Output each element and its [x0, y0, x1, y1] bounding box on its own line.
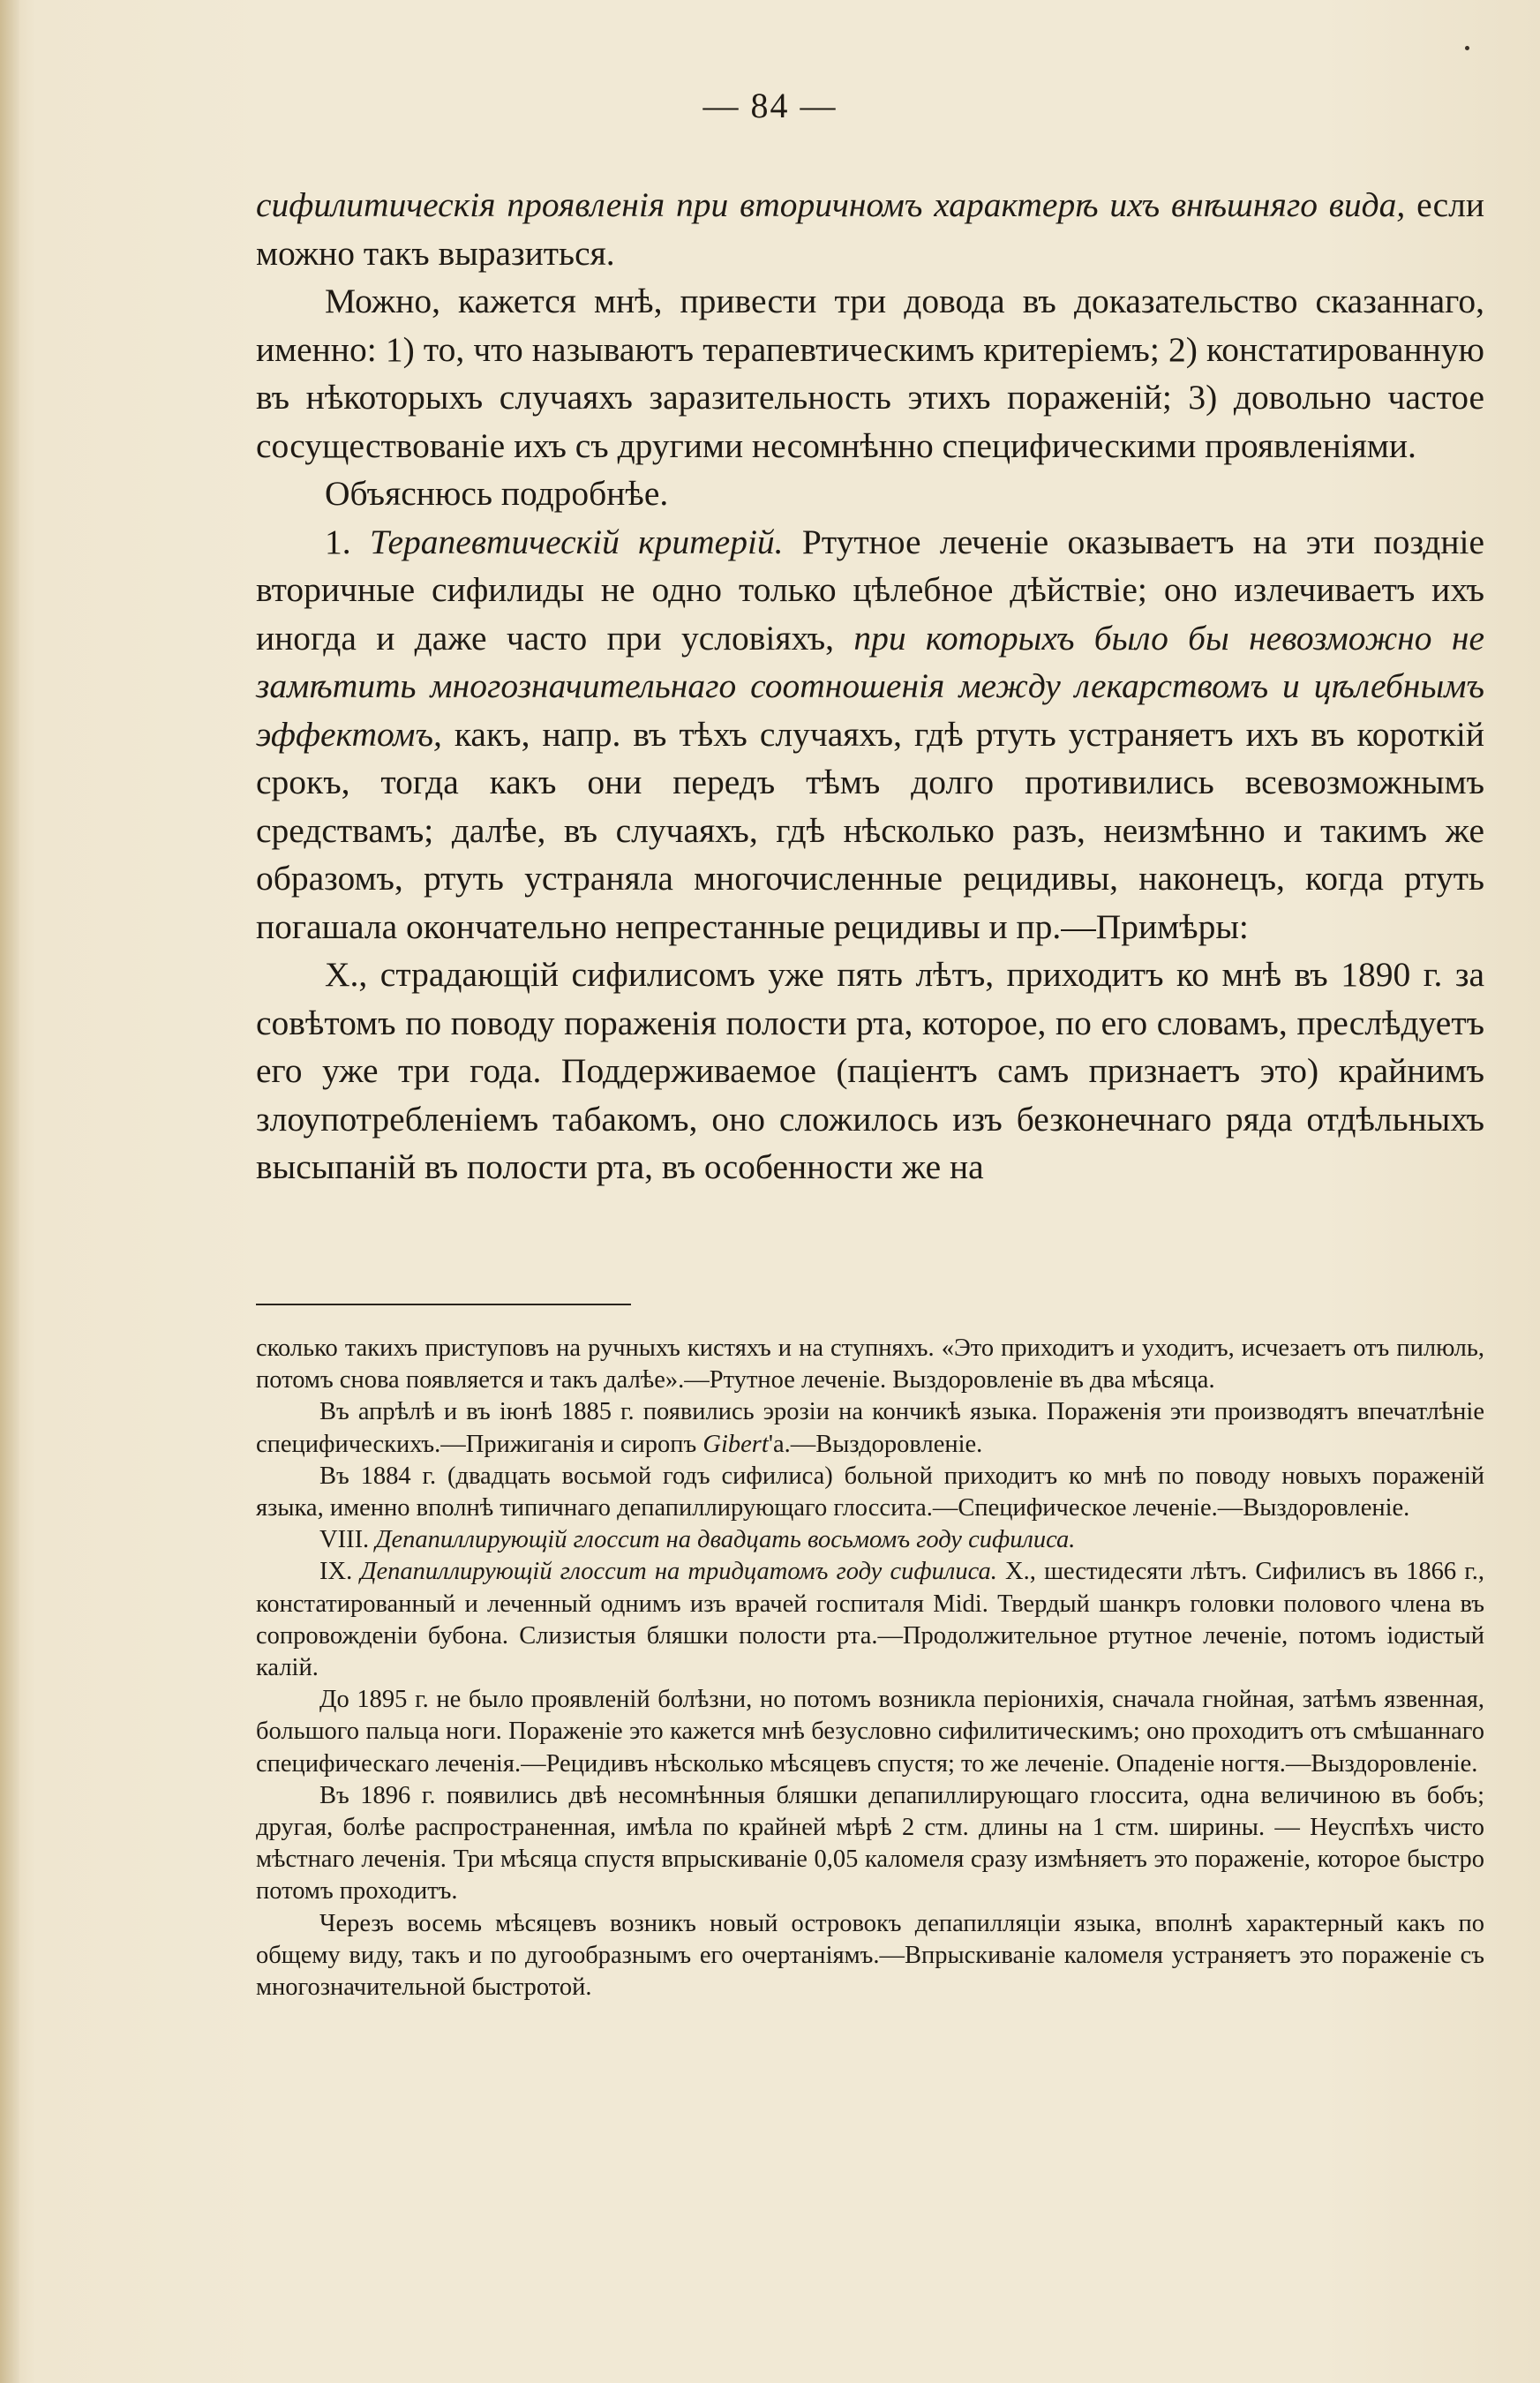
- footnote-paragraph: До 1895 г. не было проявленiй болѣзни, но потомъ возникла перiонихiя, сначала гнойная, затѣмъ язвенная, большого пальца ноги. Пораженiе это кажется мнѣ безусловно сифилитическимъ; оно проходитъ отъ смѣшаннаго специфическаго леченiя.—Рецидивъ нѣсколько мѣсяцевъ спустя; то же леченiе. Опаденiе ногтя.—Выздоровленiе.: [256, 1686, 1484, 1778]
- case-title: Депапиллирующiй глоссит на тридцатомъ году сифилиса.: [360, 1558, 997, 1586]
- footnote-paragraph: Въ 1896 г. появились двѣ несомнѣнныя бляшки депапиллирующаго глосcита, одна величиною въ бобъ; другая, болѣе распространенная, имѣла по крайней мѣрѣ 2 стм. длины на 1 стм. ширины. — Неуспѣхъ чисто мѣстнаго леченiя. Три мѣсяца спустя впрыскиванiе 0,05 каломеля сразу измѣняетъ это пораженiе, которое быстро потомъ проходитъ.: [256, 1781, 1484, 1906]
- footnote-paragraph: сколько такихъ приступовъ на ручныхъ кистяхъ и на ступняхъ. «Это приходитъ и уходитъ, исчезаетъ отъ пилюль, потомъ снова появляется и такъ далѣе».—Ртутное леченiе. Выздоровленiе въ два мѣсяца.: [256, 1334, 1484, 1394]
- italic-phrase: при которыхъ было бы невозможно не замѣтить многозначительнаго соотношенiя между лекарствомъ и цѣлебнымъ эффектомъ,: [256, 618, 1484, 754]
- footnote-paragraph: Въ 1884 г. (двадцать восьмой годъ сифилиса) больной приходитъ ко мнѣ по поводу новыхъ пораженiй языка, именно вполнѣ типичнаго депапиллирующаго глосcита.—Специфическое леченiе.—Выздоровленiе.: [256, 1462, 1484, 1522]
- footnotes: [256, 1333, 1484, 2003]
- footnote-paragraph: [256, 1396, 1484, 1460]
- paragraph-text: Ртутное леченiе оказываетъ на эти позднiе вторичные сифилиды не одно только цѣлебное дѣйствiе; оно излечиваетъ ихъ иногда и даже часто при условiяхъ,: [256, 522, 1484, 658]
- paragraph-3: Объяснюсь подробнѣе.: [325, 474, 669, 513]
- paragraph-1: [256, 181, 1484, 277]
- paragraph-text: если можно такъ выразиться.: [256, 185, 1484, 273]
- main-text: [256, 181, 1484, 1192]
- footnote-paragraph: [256, 1556, 1484, 1684]
- case-number: IX.: [319, 1558, 361, 1586]
- footnote-text: 'а.—Выздоровленiе.: [768, 1430, 983, 1458]
- page-binding-edge: [0, 0, 19, 2383]
- paragraph-5: X., страдающiй сифилисомъ уже пять лѣтъ, приходитъ ко мнѣ въ 1890 г. за совѣтомъ по поводу пораженiя полости рта, которое, по его словамъ, преслѣдуетъ его уже три года. Поддерживаемое (пацiентъ самъ признаетъ это) крайнимъ злоупотребленiемъ табакомъ, оно сложилось изъ безконечнаго ряда отдѣльныхъ высыпанiй въ полости рта, въ особенности же на: [256, 955, 1484, 1186]
- section-number: 1.: [325, 522, 370, 561]
- section-title: Терапевтическiй критерiй.: [369, 522, 784, 561]
- case-title: Депапиллирующiй глоссит на двадцать восьмомъ году сифилиса.: [375, 1526, 1076, 1554]
- case-number: VIII.: [319, 1526, 376, 1554]
- ink-speck: [1465, 46, 1469, 50]
- proper-name: Gibert: [702, 1430, 769, 1458]
- footnote-paragraph: Черезъ восемь мѣсяцевъ возникъ новый островокъ депапилляцiи языка, вполнѣ характерный какъ по общему виду, такъ и по дугообразнымъ его очертанiямъ.—Впрыскиванiе каломеля устраняетъ это пораженiе съ многозначительной быстротой.: [256, 1909, 1484, 2002]
- paragraph-2: Можно, кажется мнѣ, привести три довода въ доказательство сказаннаго, именно: 1) то, что называютъ терапевтическимъ критерiемъ; 2) констатированную въ нѣкоторыхъ случаяхъ заразительность этихъ пораженiй; 3) довольно частое сосуществованiе ихъ съ другими несомнѣнно специфическими проявленiями.: [256, 282, 1484, 465]
- paragraph-text: какъ, напр. въ тѣхъ случаяхъ, гдѣ ртуть устраняетъ ихъ въ короткiй срокъ, тогда какъ они передъ тѣмъ долго противились всевозможнымъ средствамъ; далѣе, въ случаяхъ, гдѣ нѣсколько разъ, неизмѣнно и такимъ же образомъ, ртуть устраняла многочисленные рецидивы, наконецъ, когда ртуть погашала окончательно непрестанные рецидивы и пр.—Примѣры:: [256, 714, 1484, 946]
- footnote-heading: [256, 1524, 1484, 1556]
- page-number: — 84 —: [702, 86, 838, 125]
- footnote-separator: [256, 1304, 631, 1305]
- footnote-text: X., шестидесяти лѣтъ. Сифилисъ въ 1866 г., констатированный и леченный однимъ изъ врачей госпиталя Midi. Твердый шанкръ головки полового члена въ сопровожденiи бубона. Слизистыя бляшки полости рта.—Продолжительное ртутное леченiе, потомъ iодистый калiй.: [256, 1558, 1485, 1682]
- footnote-text: Въ апрѣлѣ и въ iюнѣ 1885 г. появились эрозiи на кончикѣ языка. Пораженiя эти производятъ впечатлѣнiе специфическихъ.—Прижиганiя и сиропъ: [256, 1398, 1484, 1458]
- paragraph-4: [256, 518, 1484, 951]
- italic-phrase: сифилитическiя проявленiя при вторичномъ характерѣ ихъ внѣшняго вида,: [256, 185, 1406, 224]
